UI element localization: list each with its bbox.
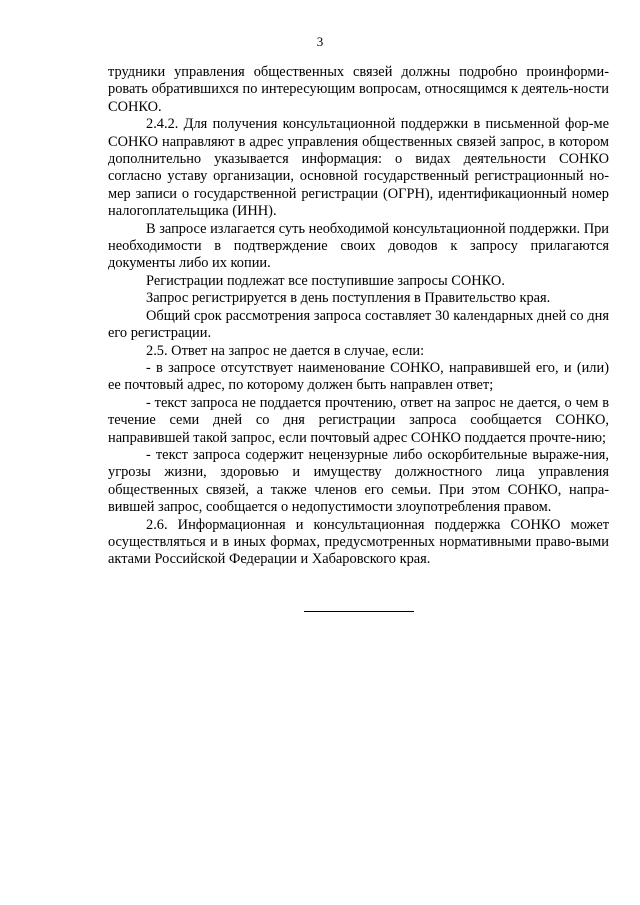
end-divider	[304, 611, 414, 612]
list-item: - в запросе отсутствует наименование СОНКО, направившей его, и (или) ее почтовый адрес, по которому должен быть направлен ответ;	[108, 359, 609, 394]
paragraph: трудники управления общественных связей должны подробно проинформи-ровать обратившихся по интересующим вопросам, относящимся к деятель-ности СОНКО.	[108, 64, 609, 115]
document-body	[108, 64, 609, 569]
list-item: - текст запроса содержит нецензурные либо оскорбительные выраже-ния, угрозы жизни, здоровью и имуществу должностного лица управления общественных связей, а также членов его семьи. При этом СОНКО, напра-вившей запрос, сообщается о недопустимости злоупотребления правом.	[108, 446, 609, 516]
paragraph: Запрос регистрируется в день поступления в Правительство края.	[146, 290, 551, 307]
paragraph: В запросе излагается суть необходимой консультационной поддержки. При необходимости в подтверждение своих доводов к запросу прилагаются документы либо их копии.	[108, 220, 610, 272]
paragraph: Регистрации подлежат все поступившие запросы СОНКО.	[146, 272, 505, 289]
paragraph: 2.6. Информационная и консультационная поддержка СОНКО может осуществляться и в иных формах, предусмотренных нормативными право-выми актами Российской Федерации и Хабаровского края.	[108, 516, 609, 568]
page-number: 3	[316, 34, 324, 49]
paragraph: Общий срок рассмотрения запроса составляет 30 календарных дней со дня его регистрации.	[108, 307, 609, 342]
paragraph: 2.4.2. Для получения консультационной поддержки в письменной фор-ме СОНКО направляют в адрес управления общественных связей запрос, в котором дополнительно указывается информация: о видах деятельности СОНКО согласно уставу организации, основной государственный регистрационный но-мер записи о государственной регистрации (ОГРН), идентификационный номер налогоплательщика (ИНН).	[108, 116, 609, 220]
list-item: - текст запроса не поддается прочтению, ответ на запрос не дается, о чем в течение семи дней со дня регистрации запроса сообщается СОНКО, направившей такой запрос, если почтовый адрес СОНКО поддается прочте-нию;	[108, 394, 609, 446]
paragraph: 2.5. Ответ на запрос не дается в случае, если:	[146, 342, 425, 359]
